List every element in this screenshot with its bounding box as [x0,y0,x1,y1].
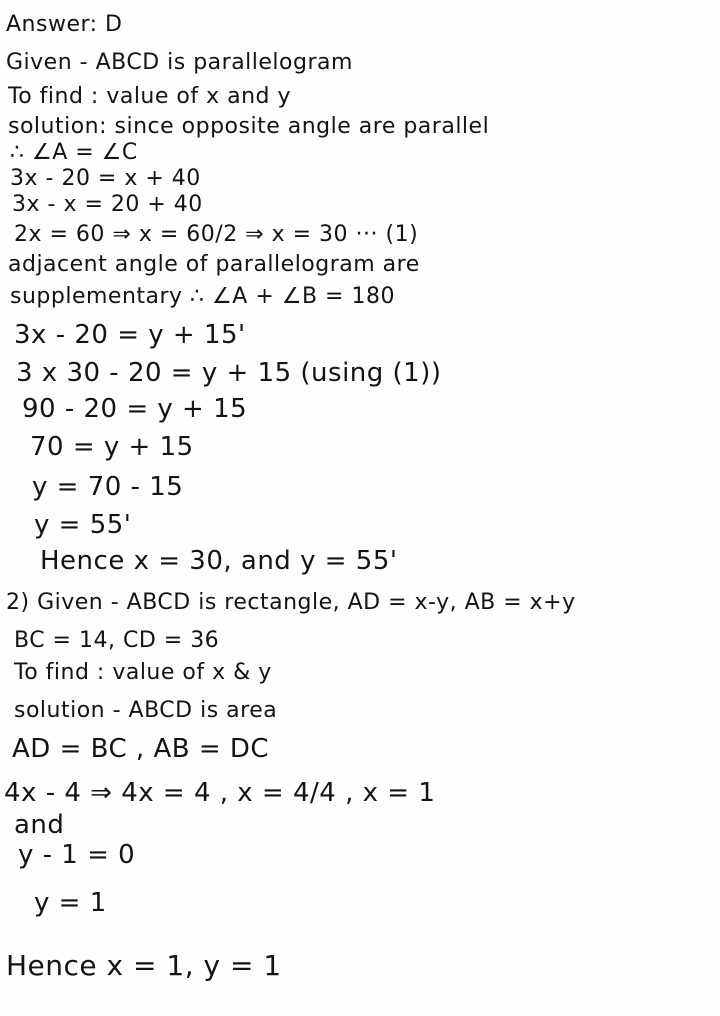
text-line: supplementary ∴ ∠A + ∠B = 180 [10,284,395,309]
equation-line: y = 55' [34,510,132,540]
text-line: adjacent angle of parallelogram are [8,252,420,277]
given-line: Given - ABCD is parallelogram [6,50,353,75]
question-2-given-line: 2) Given - ABCD is rectangle, AD = x-y, AB = x+y [6,590,576,615]
equation-line: 2x = 60 ⇒ x = 60/2 ⇒ x = 30 ··· (1) [14,222,419,247]
equation-line: 4x - 4 ⇒ 4x = 4 , x = 4/4 , x = 1 [4,778,436,808]
equation-line: 3x - 20 = x + 40 [10,166,201,191]
solution-line: solution - ABCD is area [14,698,278,723]
equation-line: y - 1 = 0 [18,840,136,870]
equation-line: AD = BC , AB = DC [12,734,270,764]
to-find-line: To find : value of x and y [8,84,292,109]
text-line: and [14,810,65,840]
equation-line: 3 x 30 - 20 = y + 15 (using (1)) [16,358,442,388]
equation-line: 3x - x = 20 + 40 [12,192,203,217]
equation-line: 3x - 20 = y + 15' [14,320,246,350]
equation-line: 90 - 20 = y + 15 [22,394,248,424]
equation-line: y = 1 [34,888,107,918]
equation-line: y = 70 - 15 [32,472,184,502]
equation-line: 70 = y + 15 [30,432,194,462]
result-line: Hence x = 1, y = 1 [6,949,282,982]
given-line: BC = 14, CD = 36 [14,628,220,653]
solution-line: solution: since opposite angle are parallel [8,114,490,139]
equation-line: ∴ ∠A = ∠C [10,140,138,165]
answer-line: Answer: D [6,12,123,37]
to-find-line: To find : value of x & y [14,660,272,685]
result-line: Hence x = 30, and y = 55' [40,546,398,576]
